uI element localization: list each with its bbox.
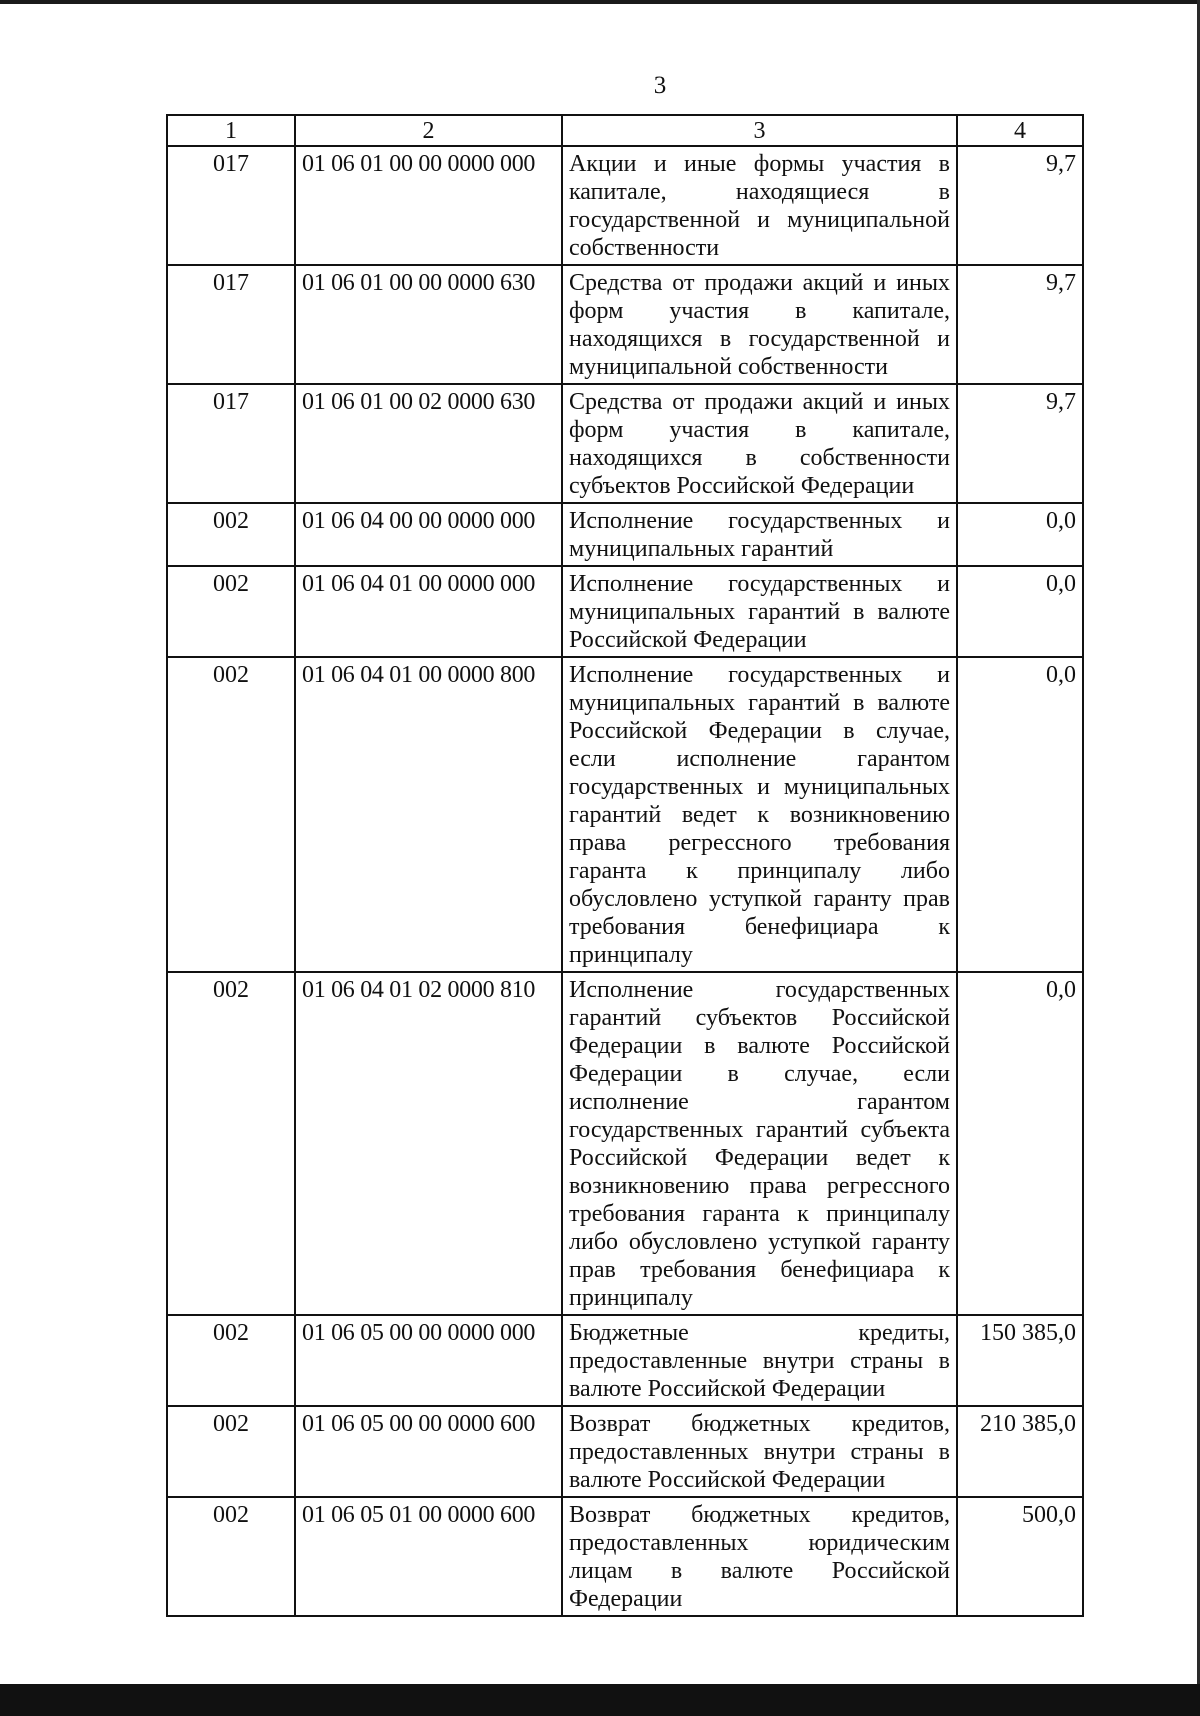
- budget-sources-table: [166, 114, 1084, 1617]
- amount-cell: 150 385,0: [957, 1315, 1083, 1406]
- amount-cell: 0,0: [957, 972, 1083, 1315]
- admin-code-cell: 002: [167, 657, 295, 972]
- budget-code-cell: 01 06 05 00 00 0000 600: [295, 1406, 562, 1497]
- amount-cell: 500,0: [957, 1497, 1083, 1616]
- table-body: [167, 146, 1083, 1616]
- budget-code-cell: 01 06 04 01 00 0000 800: [295, 657, 562, 972]
- table-row: [167, 1315, 1083, 1406]
- budget-code-cell: 01 06 04 01 02 0000 810: [295, 972, 562, 1315]
- header-col-3: 3: [562, 115, 957, 146]
- header-col-2: 2: [295, 115, 562, 146]
- admin-code-cell: 002: [167, 503, 295, 566]
- budget-code-cell: 01 06 01 00 00 0000 000: [295, 146, 562, 265]
- table-row: [167, 146, 1083, 265]
- budget-code-cell: 01 06 05 00 00 0000 000: [295, 1315, 562, 1406]
- budget-code-cell: 01 06 01 00 00 0000 630: [295, 265, 562, 384]
- admin-code-cell: 002: [167, 972, 295, 1315]
- description-cell: Исполнение государственных и муниципальных гарантий в валюте Российской Федерации: [562, 566, 957, 657]
- description-cell: Средства от продажи акций и иных форм участия в капитале, находящихся в собственности субъектов Российской Федерации: [562, 384, 957, 503]
- amount-cell: 0,0: [957, 503, 1083, 566]
- scan-edge-top: [0, 0, 1200, 4]
- description-cell: Исполнение государственных гарантий субъектов Российской Федерации в валюте Российской Федерации в случае, если исполнение гарантом государственных гарантий субъекта Российской Федерации ведет к возникновению права регрессного требования гаранта к принципалу либо обусловлено уступкой гаранту прав требования бенефициара к принципалу: [562, 972, 957, 1315]
- table-row: [167, 384, 1083, 503]
- table-row: [167, 566, 1083, 657]
- table-row: [167, 503, 1083, 566]
- admin-code-cell: 002: [167, 566, 295, 657]
- table-row: [167, 265, 1083, 384]
- description-cell: Исполнение государственных и муниципальных гарантий в валюте Российской Федерации в случае, если исполнение гарантом государственных и муниципальных гарантий ведет к возникновению права регрессного требования гаранта к принципалу либо обусловлено уступкой гаранту прав требования бенефициара к принципалу: [562, 657, 957, 972]
- description-cell: Исполнение государственных и муниципальных гарантий: [562, 503, 957, 566]
- description-cell: Акции и иные формы участия в капитале, находящиеся в государственной и муниципальной собственности: [562, 146, 957, 265]
- description-cell: Возврат бюджетных кредитов, предоставленных внутри страны в валюте Российской Федерации: [562, 1406, 957, 1497]
- header-col-1: 1: [167, 115, 295, 146]
- header-col-4: 4: [957, 115, 1083, 146]
- admin-code-cell: 002: [167, 1497, 295, 1616]
- table-row: [167, 1406, 1083, 1497]
- amount-cell: 9,7: [957, 384, 1083, 503]
- scan-edge-bottom: [0, 1684, 1200, 1716]
- admin-code-cell: 002: [167, 1406, 295, 1497]
- budget-code-cell: 01 06 05 01 00 0000 600: [295, 1497, 562, 1616]
- amount-cell: 0,0: [957, 566, 1083, 657]
- description-cell: Возврат бюджетных кредитов, предоставленных юридическим лицам в валюте Российской Федерации: [562, 1497, 957, 1616]
- header-row: [167, 115, 1083, 146]
- admin-code-cell: 017: [167, 146, 295, 265]
- budget-code-cell: 01 06 01 00 02 0000 630: [295, 384, 562, 503]
- budget-code-cell: 01 06 04 00 00 0000 000: [295, 503, 562, 566]
- table-row: [167, 657, 1083, 972]
- table-row: [167, 972, 1083, 1315]
- admin-code-cell: 002: [167, 1315, 295, 1406]
- amount-cell: 9,7: [957, 265, 1083, 384]
- table-header: [167, 115, 1083, 146]
- budget-code-cell: 01 06 04 01 00 0000 000: [295, 566, 562, 657]
- amount-cell: 210 385,0: [957, 1406, 1083, 1497]
- description-cell: Средства от продажи акций и иных форм участия в капитале, находящихся в государственной и муниципальной собственности: [562, 265, 957, 384]
- amount-cell: 0,0: [957, 657, 1083, 972]
- amount-cell: 9,7: [957, 146, 1083, 265]
- admin-code-cell: 017: [167, 265, 295, 384]
- page-number: 3: [653, 72, 667, 99]
- table-row: [167, 1497, 1083, 1616]
- admin-code-cell: 017: [167, 384, 295, 503]
- description-cell: Бюджетные кредиты, предоставленные внутри страны в валюте Российской Федерации: [562, 1315, 957, 1406]
